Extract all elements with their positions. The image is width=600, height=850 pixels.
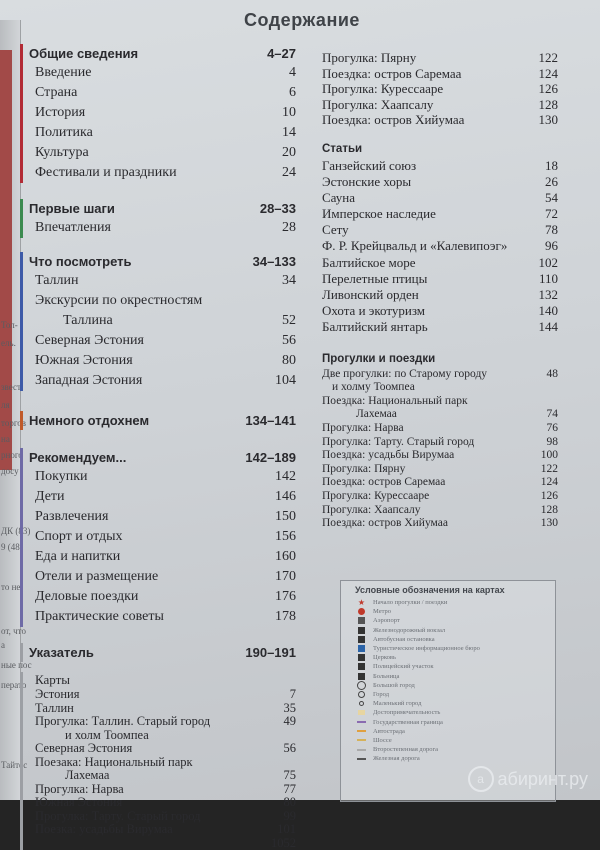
map-entry-page: 1052 xyxy=(271,837,296,850)
small-city-icon xyxy=(357,700,366,707)
map-entry-row xyxy=(29,823,296,837)
articles-entry-page: 72 xyxy=(545,206,558,222)
legend-item xyxy=(341,717,555,726)
toc-entry-label: Практические советы xyxy=(35,607,164,627)
toc-entry-page: 14 xyxy=(282,123,296,143)
articles-entry-row xyxy=(322,255,558,271)
toc-entry-row xyxy=(29,467,296,487)
toc-entry-page: 34 xyxy=(282,271,296,291)
minor-road-icon xyxy=(357,746,366,753)
section-heading: Общие сведения xyxy=(29,44,138,63)
toc-entry-label: Поездка: остров Саремаа xyxy=(322,66,461,82)
map-entry-row xyxy=(29,796,296,810)
walks-entry-label: Прогулка: Тарту. Старый город xyxy=(322,436,474,450)
toc-entry-row xyxy=(29,607,296,627)
watermark-logo-icon: a xyxy=(468,766,494,792)
walks-entry-row xyxy=(322,422,558,436)
walks-entry-page: 76 xyxy=(547,422,559,436)
adjacent-page-text: ля xyxy=(1,400,10,410)
section-page-range: 134–141 xyxy=(245,411,296,430)
toc-entry-page: 130 xyxy=(539,112,559,128)
articles-entry-row xyxy=(322,287,558,303)
walks-entry-page: 126 xyxy=(541,490,558,504)
articles-entry-row xyxy=(322,303,558,319)
articles-entry-label: Охота и экотуризм xyxy=(322,303,425,319)
articles-entry-page: 132 xyxy=(539,287,559,303)
articles-entry-row xyxy=(322,271,558,287)
toc-entry-page: 122 xyxy=(539,50,559,66)
toc-entry-row xyxy=(29,487,296,507)
walks-entry-row xyxy=(322,517,558,531)
map-entry-page: 49 xyxy=(284,715,297,729)
big-city-icon xyxy=(357,682,366,689)
section-heading: Что посмотреть xyxy=(29,252,132,271)
legend-title: Условные обозначения на картах xyxy=(341,581,555,598)
motorway-icon xyxy=(357,728,366,735)
toc-entry-label: Культура xyxy=(35,143,89,163)
toc-entry-row xyxy=(29,291,296,311)
walks-entry-row xyxy=(322,490,558,504)
toc-entry-page: 124 xyxy=(539,66,559,82)
section-heading: Рекомендуем... xyxy=(29,448,126,467)
toc-section xyxy=(20,199,296,238)
articles-list xyxy=(322,140,558,336)
map-entry-label: Прогулка: Нарва xyxy=(35,783,124,797)
walks-entry-row xyxy=(322,381,558,395)
map-entry-row xyxy=(29,783,296,797)
toc-entry-page: 6 xyxy=(289,83,296,103)
toc-entry-label: Прогулка: Курессааре xyxy=(322,81,443,97)
airport-icon xyxy=(357,617,366,624)
map-entry-label: Эстония xyxy=(35,688,79,702)
maps-heading-row xyxy=(29,672,296,688)
map-entry-label: Северная Эстония xyxy=(35,742,132,756)
left-column xyxy=(20,44,296,850)
toc-entry-row xyxy=(29,547,296,567)
map-entry-row xyxy=(29,688,296,702)
adjacent-page-text: 9 (48) xyxy=(1,542,23,552)
articles-entry-row xyxy=(322,222,558,238)
articles-entry-label: Ливонский орден xyxy=(322,287,419,303)
section-heading: Немного отдохнем xyxy=(29,411,149,430)
toc-entry-page: 176 xyxy=(275,587,296,607)
walks-entry-row xyxy=(322,449,558,463)
walks-entry-row xyxy=(322,408,558,422)
map-entry-page: 7 xyxy=(290,688,296,702)
toc-entry-label: Северная Эстония xyxy=(35,331,144,351)
legend-item-label: Автострада xyxy=(373,728,405,735)
legend-item xyxy=(341,626,555,635)
legend-item-label: Достопримечательность xyxy=(373,709,440,716)
walks-list xyxy=(322,350,558,531)
highway-icon xyxy=(357,737,366,744)
watermark-text: абиринт.ру xyxy=(498,769,588,790)
toc-entry-label: Экскурсии по окрестностям xyxy=(35,291,202,311)
toc-entry-page: 24 xyxy=(282,163,296,183)
walks-entry-page: 74 xyxy=(547,408,559,422)
map-entry-label: Таллин xyxy=(35,702,74,716)
map-entry-label: Прогулка: Тарту. Старый город xyxy=(35,810,201,824)
toc-entry-label: Деловые поездки xyxy=(35,587,138,607)
articles-entry-row xyxy=(322,158,558,174)
legend-item-label: Аэропорт xyxy=(373,617,400,624)
legend-item xyxy=(341,598,555,607)
adjacent-page-text: Тол- xyxy=(1,320,18,330)
adjacent-page-text: а xyxy=(1,640,5,650)
toc-entry-row xyxy=(29,311,296,331)
section-page-range: 142–189 xyxy=(245,448,296,467)
legend-item-label: Маленький город xyxy=(373,700,421,707)
legend-item xyxy=(341,681,555,690)
articles-entry-label: Эстонские хоры xyxy=(322,174,411,190)
toc-entry-row xyxy=(29,83,296,103)
articles-entry-page: 102 xyxy=(539,255,559,271)
toc-entry-page: 4 xyxy=(289,63,296,83)
watermark xyxy=(468,766,588,792)
map-entry-row xyxy=(29,769,296,783)
toc-entry-label: Южная Эстония xyxy=(35,351,133,371)
walks-entry-page: 48 xyxy=(547,368,559,382)
church-icon xyxy=(357,654,366,661)
legend-item-label: Метро xyxy=(373,608,391,615)
toc-entry-row xyxy=(29,63,296,83)
section-heading: Первые шаги xyxy=(29,199,115,218)
walks-entry-row xyxy=(322,368,558,382)
toc-entry-page: 178 xyxy=(275,607,296,627)
toc-entry-row xyxy=(322,97,558,113)
map-entry-page: 101 xyxy=(277,823,296,837)
legend-item xyxy=(341,644,555,653)
section-heading-row xyxy=(29,643,296,662)
toc-entry-page: 150 xyxy=(275,507,296,527)
walks-entry-page: 124 xyxy=(541,476,558,490)
adjacent-page-text: от, что xyxy=(1,626,26,636)
section-heading: Указатель xyxy=(29,643,94,662)
articles-entry-page: 18 xyxy=(545,158,558,174)
walks-entry-row xyxy=(322,504,558,518)
toc-entry-row xyxy=(29,527,296,547)
legend-item-label: Начало прогулки / поездки xyxy=(373,599,447,606)
adjacent-page-text: Тайтес xyxy=(1,760,27,770)
articles-entry-page: 96 xyxy=(545,238,558,254)
walks-entry-page: 100 xyxy=(541,449,558,463)
toc-entry-page: 142 xyxy=(275,467,296,487)
toc-entry-label: Дети xyxy=(35,487,65,507)
articles-entry-page: 54 xyxy=(545,190,558,206)
articles-entry-label: Ганзейский союз xyxy=(322,158,416,174)
toc-entry-page: 28 xyxy=(282,218,296,238)
legend-item-label: Церковь xyxy=(373,654,396,661)
walks-entry-label: Поездка: усадьбы Вирумаа xyxy=(322,449,454,463)
star-icon: ★ xyxy=(357,599,366,606)
toc-entry-page: 104 xyxy=(275,371,296,391)
toc-entry-label: Развлечения xyxy=(35,507,109,527)
map-entry-page: 75 xyxy=(284,769,297,783)
map-entry-label: Лахемаа xyxy=(35,769,109,783)
section-page-range: 4–27 xyxy=(267,44,296,63)
hospital-icon xyxy=(357,673,366,680)
toc-section xyxy=(20,448,296,627)
toc-entry-row xyxy=(29,103,296,123)
legend-item-label: Второстепенная дорога xyxy=(373,746,438,753)
articles-entry-label: Сету xyxy=(322,222,349,238)
articles-entry-page: 26 xyxy=(545,174,558,190)
toc-entry-page: 126 xyxy=(539,81,559,97)
walks-entry-label: Поездка: остров Хийумаа xyxy=(322,517,448,531)
walks-entry-page: 128 xyxy=(541,504,558,518)
articles-entry-label: Ф. Р. Крейцвальд и «Калевипоэг» xyxy=(322,238,507,254)
adjacent-page-edge xyxy=(0,20,21,800)
toc-entry-label: Таллина xyxy=(35,311,113,331)
legend-item-label: Автобусная остановка xyxy=(373,636,435,643)
toc-entry-label: Страна xyxy=(35,83,77,103)
toc-entry-label: Спорт и отдых xyxy=(35,527,123,547)
toc-entry-row xyxy=(322,66,558,82)
section-heading-row xyxy=(29,44,296,63)
articles-entry-row xyxy=(322,190,558,206)
section-page-range: 28–33 xyxy=(260,199,296,218)
map-entry-row xyxy=(29,702,296,716)
railway-icon xyxy=(357,755,366,762)
walks-entry-label: Две прогулки: по Старому городу xyxy=(322,368,487,382)
info-icon xyxy=(357,645,366,652)
section-heading-row xyxy=(29,411,296,430)
toc-section xyxy=(20,252,296,391)
toc-entry-page: 156 xyxy=(275,527,296,547)
legend-item-label: Туристическое информационное бюро xyxy=(373,645,480,652)
toc-entry-row xyxy=(29,271,296,291)
section-heading-row xyxy=(29,448,296,467)
articles-entry-label: Перелетные птицы xyxy=(322,271,427,287)
toc-entry-row xyxy=(29,218,296,238)
map-entry-row xyxy=(29,742,296,756)
toc-entry-row xyxy=(322,50,558,66)
legend-item-label: Государственная граница xyxy=(373,719,443,726)
toc-entry-label: Впечатления xyxy=(35,218,111,238)
map-entry-page: 99 xyxy=(284,810,297,824)
walks-entry-label: Прогулка: Нарва xyxy=(322,422,404,436)
toc-entry-label: Прогулка: Хаапсалу xyxy=(322,97,433,113)
toc-entry-row xyxy=(322,81,558,97)
legend-item-label: Большой город xyxy=(373,682,415,689)
maps-heading: Карты xyxy=(35,672,70,688)
toc-entry-page: 128 xyxy=(539,97,559,113)
adjacent-page-text: то не xyxy=(1,582,20,592)
toc-entry-label: Покупки xyxy=(35,467,88,487)
map-entry-label: Поезака: Национальный парк xyxy=(35,756,193,770)
toc-entry-row xyxy=(29,331,296,351)
walks-heading-row xyxy=(322,350,558,368)
adjacent-page-text: ДК (83) xyxy=(1,526,30,536)
toc-entry-row xyxy=(29,587,296,607)
toc-entry-row xyxy=(29,123,296,143)
legend-item xyxy=(341,662,555,671)
articles-entry-page: 110 xyxy=(539,271,558,287)
border-icon xyxy=(357,719,366,726)
walks-heading: Прогулки и поездки xyxy=(322,350,435,368)
legend-item xyxy=(341,754,555,763)
walks-entry-row xyxy=(322,436,558,450)
map-entry-row xyxy=(29,756,296,770)
toc-entry-row xyxy=(29,143,296,163)
legend-item xyxy=(341,745,555,754)
articles-entry-row xyxy=(322,206,558,222)
maps-list xyxy=(20,672,296,850)
map-entry-row xyxy=(29,810,296,824)
legend-item-label: Город xyxy=(373,691,389,698)
legend-item xyxy=(341,690,555,699)
toc-section xyxy=(20,643,296,662)
articles-entry-label: Балтийское море xyxy=(322,255,416,271)
articles-heading-row xyxy=(322,140,558,158)
adjacent-page-text: перато xyxy=(1,680,26,690)
toc-entry-page: 10 xyxy=(282,103,296,123)
toc-entry-page: 160 xyxy=(275,547,296,567)
toc-section xyxy=(20,44,296,183)
toc-entry-page: 56 xyxy=(282,331,296,351)
toc-entry-label: Прогулка: Пярну xyxy=(322,50,416,66)
map-entry-row xyxy=(29,729,296,743)
walks-entry-label: Лахемаа xyxy=(322,408,397,422)
articles-entry-row xyxy=(322,174,558,190)
toc-entry-label: История xyxy=(35,103,85,123)
toc-section xyxy=(20,411,296,430)
articles-entry-page: 78 xyxy=(545,222,558,238)
map-entry-row xyxy=(29,715,296,729)
section-heading-row xyxy=(29,199,296,218)
articles-entry-label: Балтийский янтарь xyxy=(322,319,428,335)
walks-entry-page: 98 xyxy=(547,436,559,450)
articles-entry-label: Сауна xyxy=(322,190,355,206)
section-heading-row xyxy=(29,252,296,271)
train-station-icon xyxy=(357,627,366,634)
articles-entry-page: 144 xyxy=(539,319,559,335)
walks-entry-page: 130 xyxy=(541,517,558,531)
sight-icon xyxy=(357,709,366,716)
legend-item xyxy=(341,635,555,644)
toc-entry-row xyxy=(29,567,296,587)
legend-item xyxy=(341,699,555,708)
map-entry-label: Поезка: усадьбы Вирумаа xyxy=(35,823,173,837)
walks-entry-row xyxy=(322,463,558,477)
legend-item xyxy=(341,736,555,745)
toc-entry-label: Отели и размещение xyxy=(35,567,158,587)
adjacent-page-text: ные пос xyxy=(1,660,32,670)
metro-icon xyxy=(357,608,366,615)
walks-entry-row xyxy=(322,395,558,409)
adjacent-page-text: ель. xyxy=(1,338,16,348)
adjacent-page-text: рного xyxy=(1,450,23,460)
legend-item-label: Железнодорожный вокзал xyxy=(373,627,445,634)
legend-item-label: Шоссе xyxy=(373,737,392,744)
map-entry-label: и холм Тоомпеа xyxy=(35,729,149,743)
map-entry-page: 56 xyxy=(284,742,297,756)
toc-entry-page: 20 xyxy=(282,143,296,163)
walks-entry-row xyxy=(322,476,558,490)
bus-stop-icon xyxy=(357,636,366,643)
legend-item xyxy=(341,708,555,717)
legend-item xyxy=(341,607,555,616)
section-page-range: 190–191 xyxy=(245,643,296,662)
adjacent-page-text: торгов xyxy=(1,418,26,428)
adjacent-page-text: досу xyxy=(1,466,19,476)
toc-entry-row xyxy=(29,371,296,391)
legend-item-label: Железная дорога xyxy=(373,755,420,762)
police-icon xyxy=(357,663,366,670)
page-title: Содержание xyxy=(244,10,360,31)
toc-entry-page: 52 xyxy=(282,311,296,331)
walks-entry-label: Прогулка: Курессааре xyxy=(322,490,429,504)
map-entry-page: 77 xyxy=(284,783,297,797)
map-entry-page: 35 xyxy=(284,702,297,716)
walks-entry-page: 122 xyxy=(541,463,558,477)
legend-item-label: Больница xyxy=(373,673,399,680)
toc-entry-label: Введение xyxy=(35,63,91,83)
toc-entry-label: Поездка: остров Хийумаа xyxy=(322,112,464,128)
toc-entry-row xyxy=(29,163,296,183)
toc-entry-label: Еда и напитки xyxy=(35,547,120,567)
toc-entry-label: Западная Эстония xyxy=(35,371,142,391)
legend-item xyxy=(341,672,555,681)
continued-maps-list xyxy=(322,50,558,128)
toc-entry-label: Фестивали и праздники xyxy=(35,163,177,183)
legend-item xyxy=(341,727,555,736)
legend-item xyxy=(341,616,555,625)
toc-entry-page: 170 xyxy=(275,567,296,587)
toc-entry-row xyxy=(322,112,558,128)
articles-entry-row xyxy=(322,319,558,335)
toc-entry-page: 146 xyxy=(275,487,296,507)
adjacent-page-text: звест xyxy=(1,382,21,392)
toc-entry-row xyxy=(29,507,296,527)
walks-entry-label: Прогулка: Пярну xyxy=(322,463,405,477)
walks-entry-label: Поездка: Национальный парк xyxy=(322,395,468,409)
map-entry-label: Прогулка: Таллин. Старый город xyxy=(35,715,210,729)
legend-item-label: Полицейский участок xyxy=(373,663,434,670)
legend-item xyxy=(341,653,555,662)
toc-entry-label: Политика xyxy=(35,123,93,143)
toc-entry-page: 80 xyxy=(282,351,296,371)
walks-entry-label: и холму Тоомпеа xyxy=(322,381,415,395)
toc-entry-label: Таллин xyxy=(35,271,79,291)
articles-entry-row xyxy=(322,238,558,254)
articles-entry-label: Имперское наследие xyxy=(322,206,436,222)
city-icon xyxy=(357,691,366,698)
adjacent-page-text: на xyxy=(1,434,10,444)
section-page-range: 34–133 xyxy=(253,252,296,271)
articles-entry-page: 140 xyxy=(539,303,559,319)
walks-entry-label: Поездка: остров Саремаа xyxy=(322,476,445,490)
right-column xyxy=(322,50,558,531)
articles-heading: Статьи xyxy=(322,140,362,158)
map-entry-page: 80 xyxy=(284,796,297,810)
toc-entry-row xyxy=(29,351,296,371)
map-entry-row xyxy=(29,837,296,850)
walks-entry-label: Прогулка: Хаапсалу xyxy=(322,504,421,518)
map-entry-label: Южная Эстония xyxy=(35,796,122,810)
